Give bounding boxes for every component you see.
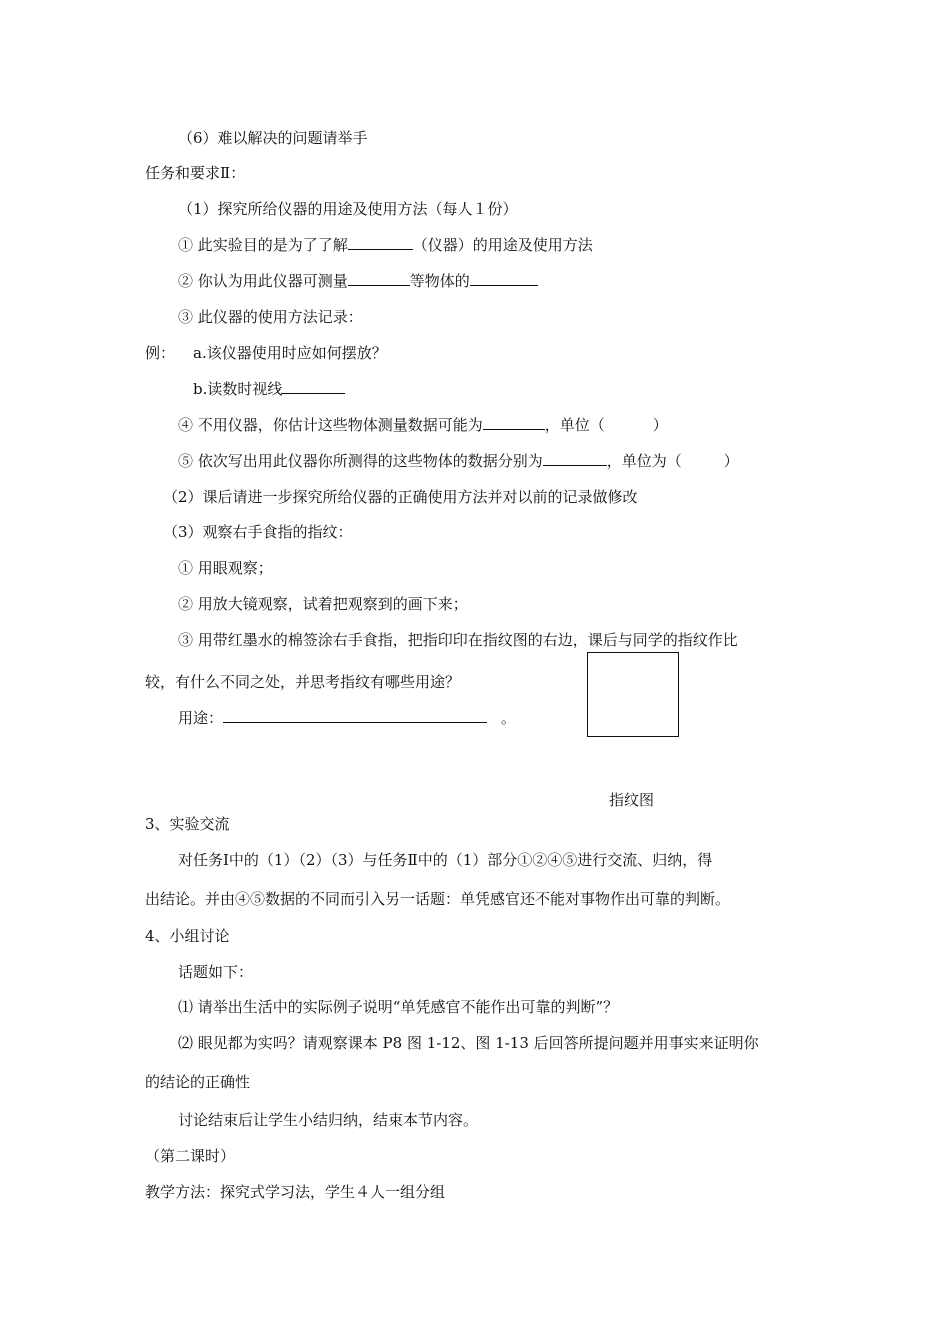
question-3: ③ 此仪器的使用方法记录：	[178, 308, 363, 326]
second-lesson-heading: （第二课时）	[145, 1147, 236, 1165]
line-item-6: （6）难以解决的问题请举手	[178, 129, 368, 147]
exchange-para-line-1: 对任务Ⅰ中的（1）（2）（3）与任务Ⅱ中的（1）部分①②④⑤进行交流、归纳，得	[178, 851, 713, 869]
section-heading-task-2: 任务和要求Ⅱ：	[145, 164, 246, 182]
usage-label: 用途：	[178, 709, 224, 727]
question-4-text-a: ④ 不用仪器，你估计这些物体测量数据可能为	[178, 416, 483, 434]
usage-period: 。	[501, 709, 517, 727]
question-2-text-a: ② 你认为用此仪器可测量	[178, 272, 348, 290]
teaching-method: 教学方法：探究式学习法，学生４人一组分组	[145, 1183, 446, 1201]
example-b	[193, 379, 345, 399]
fingerprint-box	[587, 652, 679, 737]
exchange-para-line-2: 出结论。并由④⑤数据的不同而引入另一话题：单凭感官还不能对事物作出可靠的判断。	[145, 890, 731, 908]
observe-step-3: ③ 用带红墨水的棉签涂右手食指，把指印印在指纹图的右边，课后与同学的指纹作比	[178, 631, 738, 649]
topic-1: ⑴ 请举出生活中的实际例子说明“单凭感官不能作出可靠的判断”？	[178, 998, 619, 1016]
task-2-item-2: （2）课后请进一步探究所给仪器的正确使用方法并对以前的记录做修改	[163, 488, 638, 506]
example-label: 例：	[145, 344, 176, 362]
observe-step-3-cont: 较，有什么不同之处，并思考指纹有哪些用途？	[145, 673, 461, 691]
topics-intro: 话题如下：	[178, 963, 254, 981]
observe-step-2: ② 用放大镜观察，试着把观察到的画下来；	[178, 595, 468, 613]
section-heading-3: 3、实验交流	[145, 815, 230, 833]
observe-step-1: ① 用眼观察；	[178, 559, 273, 577]
example-a: a.该仪器使用时应如何摆放？	[193, 344, 387, 362]
topic-2: ⑵ 眼见都为实吗？请观察课本 P8 图 1-12、图 1-13 后回答所提问题并用事实来证明你	[178, 1034, 759, 1052]
question-4-text-c: ）	[652, 416, 668, 434]
fill-blank[interactable]	[483, 415, 545, 430]
question-5-text-a: ⑤ 依次写出用此仪器你所测得的这些物体的数据分别为	[178, 452, 543, 470]
question-2	[178, 271, 538, 291]
discussion-summary: 讨论结束后让学生小结归纳，结束本节内容。	[178, 1111, 479, 1129]
question-5-text-b: ，单位为（	[606, 452, 682, 470]
question-2-text-b: 等物体的	[409, 272, 470, 290]
question-4-text-b: ，单位（	[544, 416, 605, 434]
question-4	[178, 415, 668, 435]
example-b-text: b.读数时视线	[193, 380, 283, 398]
fill-blank[interactable]	[282, 379, 345, 394]
fill-blank[interactable]	[223, 708, 487, 723]
fill-blank[interactable]	[348, 235, 413, 250]
task-2-item-3: （3）观察右手食指的指纹：	[163, 523, 353, 541]
fill-blank[interactable]	[470, 271, 538, 286]
question-5-text-c: ）	[723, 452, 739, 470]
usage-line	[178, 708, 516, 728]
task-2-item-1: （1）探究所给仪器的用途及使用方法（每人１份）	[178, 200, 518, 218]
fingerprint-caption: 指纹图	[609, 791, 655, 809]
topic-2-cont: 的结论的正确性	[145, 1073, 251, 1091]
question-1-text-b: （仪器）的用途及使用方法	[412, 236, 593, 254]
question-1	[178, 235, 593, 255]
question-1-text-a: ① 此实验目的是为了了解	[178, 236, 348, 254]
section-heading-4: 4、小组讨论	[145, 927, 230, 945]
fill-blank[interactable]	[543, 451, 607, 466]
question-5	[178, 451, 739, 471]
fill-blank[interactable]	[348, 271, 410, 286]
